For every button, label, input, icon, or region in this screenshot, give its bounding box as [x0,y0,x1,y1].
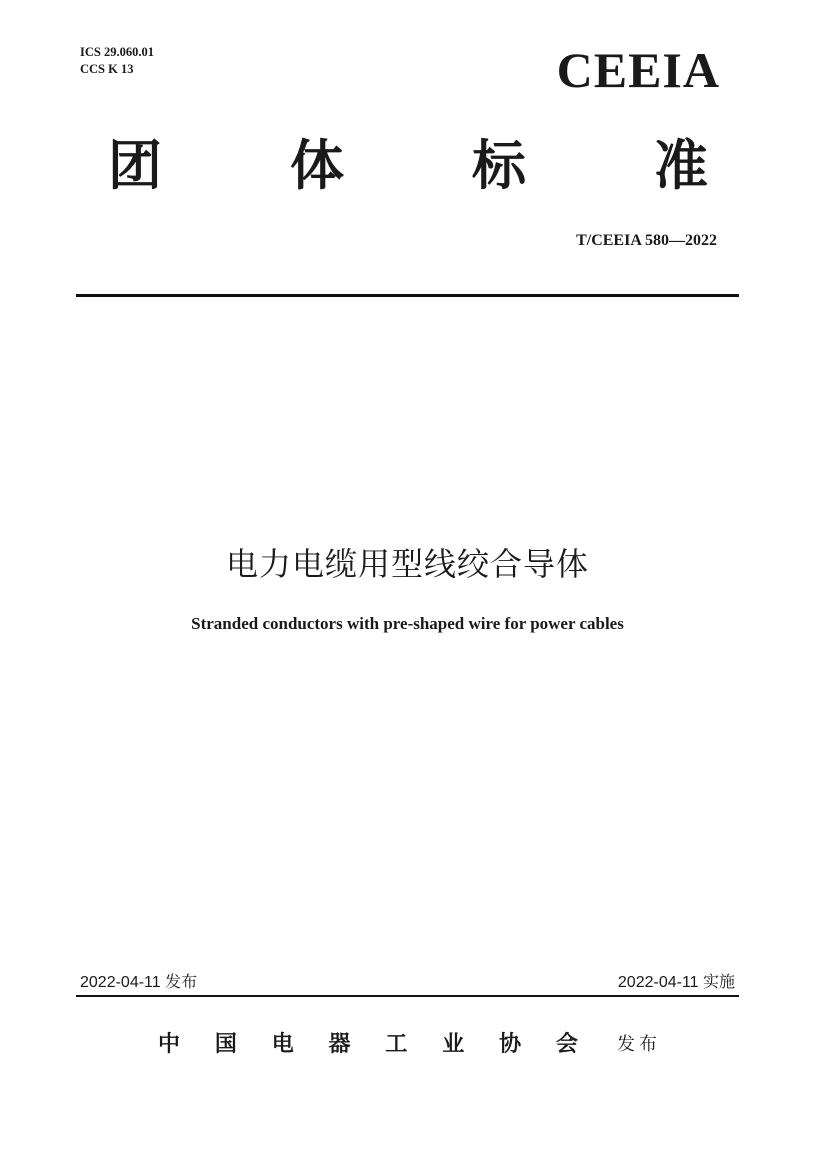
ceeia-logo: CEEIA [556,42,720,98]
title-english: Stranded conductors with pre-shaped wire for power cables [191,614,624,633]
ics-code: ICS 29.060.01 [80,45,154,59]
standard-type-char: 体 [290,133,344,197]
issuer-char: 国 [214,1031,237,1057]
issuer-char: 器 [328,1031,351,1057]
issuer-char: 电 [271,1031,294,1057]
standard-type-char: 团 [108,133,162,197]
issuer-char: 工 [385,1031,408,1057]
implementation-date: 2022-04-11 实施 [617,974,735,991]
publication-date: 2022-04-11 发布 [80,974,198,991]
standard-code: T/CEEIA 580—2022 [576,232,717,249]
issuer-char: 业 [442,1031,465,1057]
bottom-divider [76,995,739,997]
standard-type-char: 标 [472,133,526,197]
standard-type-char: 准 [654,133,708,197]
issuer-char: 会 [555,1031,578,1057]
issuer-char: 中 [158,1031,181,1057]
top-divider [76,294,739,297]
issuer-char: 协 [499,1031,522,1057]
ccs-code: CCS K 13 [80,62,134,76]
issuer-name [158,1028,578,1060]
standard-type-heading [108,132,708,198]
classification-codes [80,44,154,78]
issue-label: 发布 [617,1034,661,1055]
title-chinese: 电力电缆用型线绞合导体 [225,545,589,583]
